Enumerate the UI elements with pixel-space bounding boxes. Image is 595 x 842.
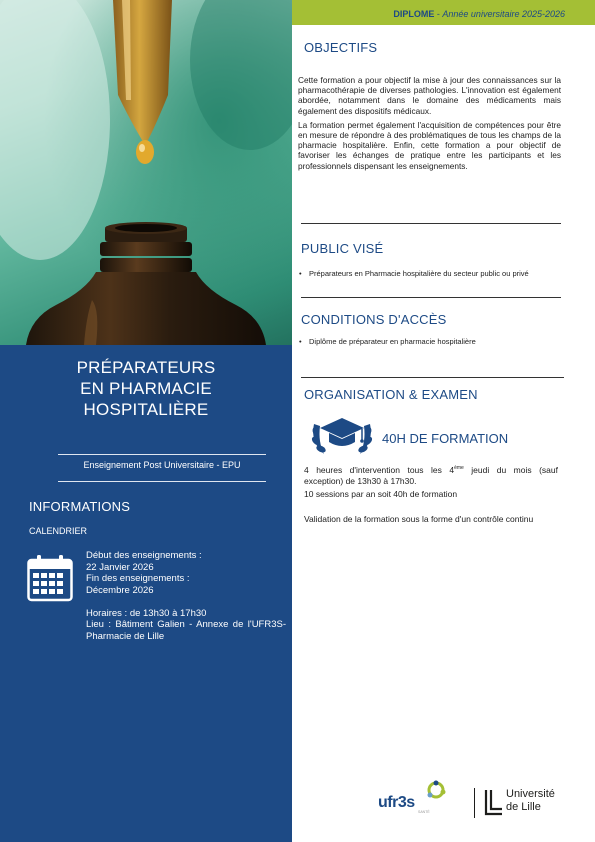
banner-separator: - [434, 9, 443, 19]
organisation-text [304, 463, 558, 525]
organisation-line: 10 sessions par an soit 40h de formation [304, 488, 458, 499]
debut-label: Début des enseignements : [86, 550, 202, 561]
divider [58, 481, 266, 482]
logo-line: de Lille [506, 800, 541, 813]
program-title [0, 357, 292, 420]
logo-separator [474, 788, 475, 818]
public-bullet: • Préparateurs en Pharmacie hospitalière du secteur public ou privé [299, 269, 529, 278]
objectifs-heading: OBJECTIFS [304, 40, 378, 55]
organisation-heading: ORGANISATION & EXAMEN [304, 387, 478, 402]
calendrier-heading: CALENDRIER [29, 526, 88, 536]
hours-total: 40H DE FORMATION [382, 431, 509, 446]
debut-date: 22 Janvier 2026 [86, 561, 154, 573]
divider [301, 377, 564, 378]
organisation-line: 4 heures d'intervention tous les 4ème jeudi du mois (sauf [304, 464, 558, 475]
universite-de-lille-wordmark [506, 788, 555, 813]
objectifs-paragraph: La formation permet également l'acquisition de compétences pour être en mesure de répondre à des problématiques de tous les champs de la pharmacie hospitalière. Enfin, cette formation a pour objectif de favoriser les échanges de pratique entre les participants et les professionnels dispensant les enseignements. [298, 119, 561, 171]
ufr3s-logo [378, 780, 460, 818]
title-line: PRÉPARATEURS [76, 358, 216, 377]
organisation-line: exception) de 13h30 à 17h30. [304, 475, 417, 486]
divider [58, 454, 266, 455]
universite-de-lille-logo [484, 788, 574, 820]
horaires: Horaires : de 13h30 à 17h30 [86, 607, 207, 619]
public-bullet-text: Préparateurs en Pharmacie hospitalière du secteur public ou privé [309, 269, 529, 278]
ufr3s-subtext: SANTÉ [418, 810, 430, 814]
title-line: HOSPITALIÈRE [83, 400, 209, 419]
informations-heading: INFORMATIONS [29, 499, 131, 514]
lieu: Lieu : Bâtiment Galien - Annexe de l'UFR3S-Pharmacie de Lille [86, 619, 286, 642]
info-panel [0, 345, 292, 842]
graduation-cap-icon [310, 414, 374, 458]
calendar-details [86, 550, 286, 642]
program-subtitle: Enseignement Post Universitaire - EPU [83, 460, 241, 470]
academic-year: Année universitaire 2025-2026 [442, 9, 565, 19]
fin-label: Fin des enseignements : [86, 573, 190, 584]
divider [301, 297, 561, 298]
diploma-label: DIPLOME [393, 9, 435, 19]
dropper-bottle-illustration [0, 0, 292, 345]
conditions-heading: CONDITIONS D'ACCÈS [301, 312, 447, 327]
ufr3s-wordmark: ufr3s [378, 794, 415, 811]
conditions-bullet: • Diplôme de préparateur en pharmacie hospitalière [299, 337, 476, 346]
organisation-line: Validation de la formation sous la forme d'un contrôle continu [304, 513, 534, 524]
diploma-banner [292, 0, 595, 25]
divider [301, 223, 561, 224]
objectifs-text [298, 75, 561, 175]
title-line: EN PHARMACIE [80, 379, 212, 398]
calendar-icon [27, 554, 73, 602]
public-heading: PUBLIC VISÉ [301, 241, 384, 256]
objectifs-paragraph: Cette formation a pour objectif la mise à jour des connaissances sur la pharmacothérapie de diverses pathologies. L'innovation est également abordée, notamment dans le domaine des médicaments mais également des dispositifs médicaux. [298, 75, 561, 116]
dropper-bottle-photo [0, 0, 292, 345]
conditions-bullet-text: Diplôme de préparateur en pharmacie hospitalière [309, 337, 476, 346]
logo-line: Université [506, 788, 555, 800]
fin-date: Décembre 2026 [86, 584, 154, 596]
